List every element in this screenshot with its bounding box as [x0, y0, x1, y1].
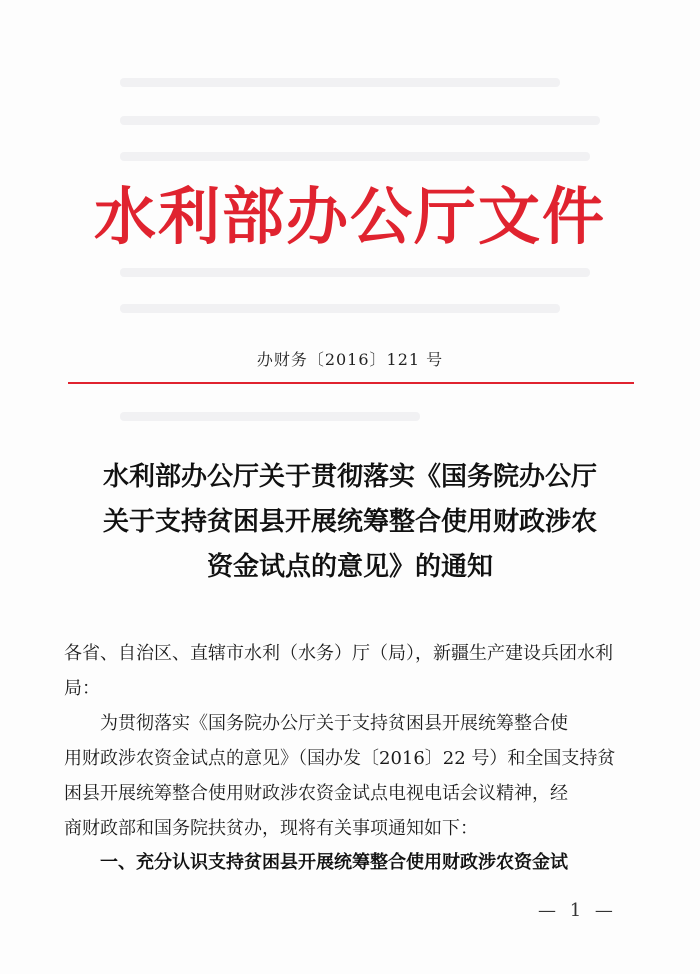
paragraph-line: 用财政涉农资金试点的意见》（国办发〔2016〕22 号）和全国支持贫: [64, 748, 616, 769]
bleed-through-mark: [120, 304, 560, 313]
addressee-line: 局：: [64, 678, 100, 699]
bleed-through-mark: [120, 116, 600, 125]
bleed-through-mark: [120, 78, 560, 87]
notice-title-line: 关于支持贫困县开展统筹整合使用财政涉农: [102, 507, 597, 537]
addressee: [64, 636, 644, 706]
body-paragraph: [64, 706, 644, 846]
bleed-through-mark: [120, 268, 590, 277]
notice-title-line: 水利部办公厅关于贯彻落实《国务院办公厅: [102, 462, 597, 492]
agency-document-title: 水利部办公厅文件: [93, 180, 606, 253]
page-number: — 1 —: [538, 900, 617, 921]
notice-title-line: 资金试点的意见》的通知: [206, 552, 493, 582]
document-number: 办财务〔2016〕121 号: [256, 350, 444, 369]
addressee-line: 各省、自治区、直辖市水利（水务）厅（局），新疆生产建设兵团水利: [64, 643, 613, 664]
paragraph-line: 困县开展统筹整合使用财政涉农资金试点电视电话会议精神，经: [64, 783, 568, 804]
paragraph-line: 商财政部和国务院扶贫办，现将有关事项通知如下：: [64, 818, 478, 839]
bleed-through-mark: [120, 412, 420, 421]
bleed-through-mark: [120, 152, 590, 161]
paragraph-line: 为贯彻落实《国务院办公厅关于支持贫困县开展统筹整合使: [64, 713, 568, 734]
section-heading: 一、充分认识支持贫困县开展统筹整合使用财政涉农资金试: [64, 852, 568, 873]
notice-title: [60, 455, 640, 590]
red-divider-line: [68, 382, 634, 384]
